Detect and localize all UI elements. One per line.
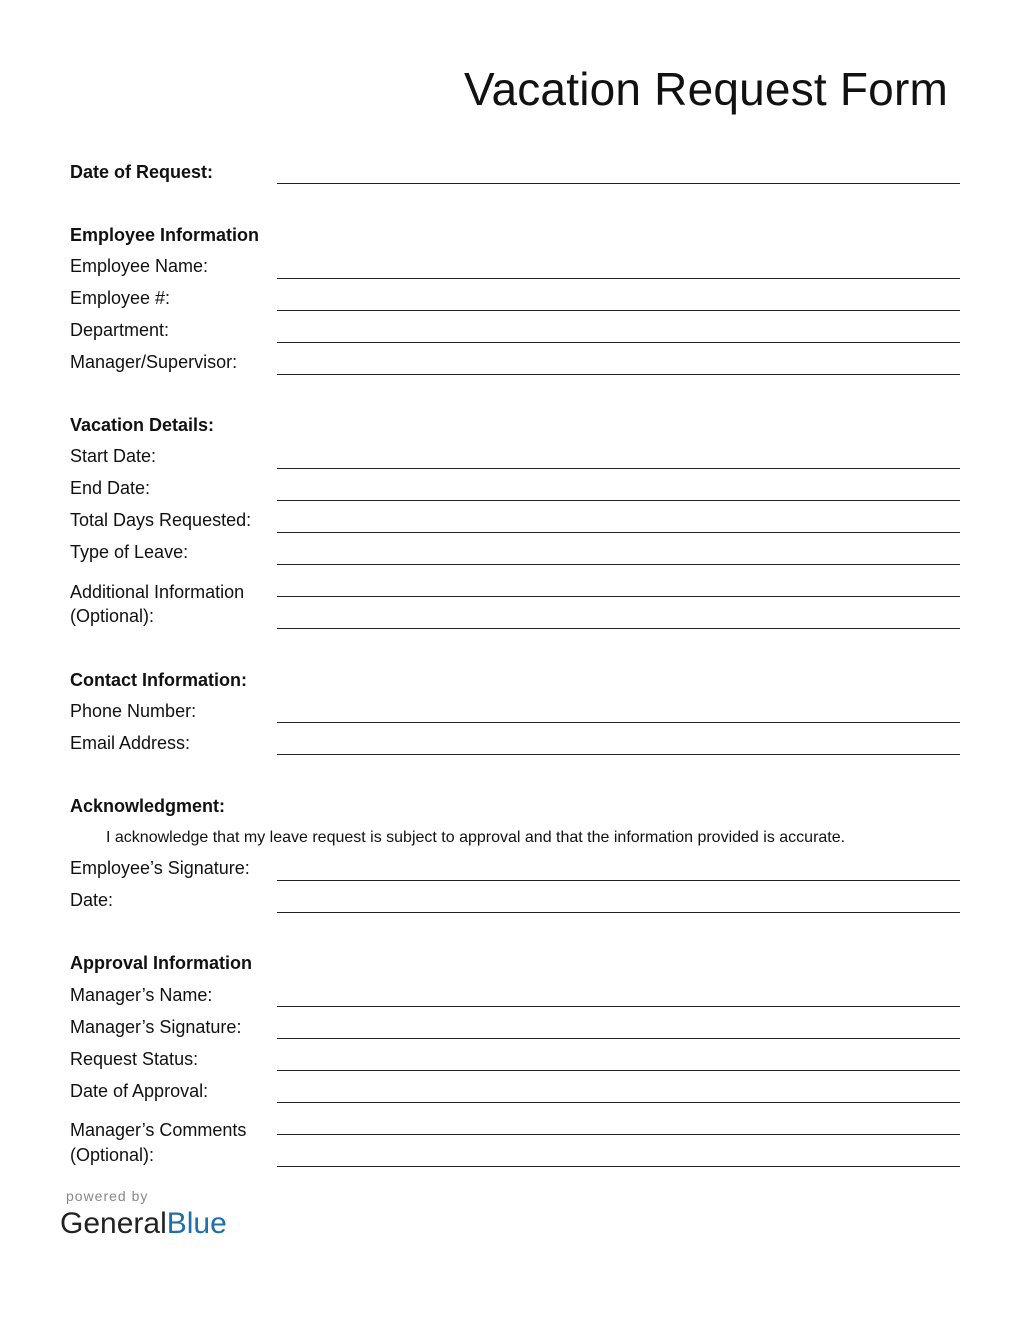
manager-signature-field[interactable]: [277, 1038, 960, 1039]
date-of-request-label: Date of Request:: [70, 162, 214, 182]
powered-by-text: powered by: [66, 1188, 149, 1204]
acknowledgment-text: I acknowledge that my leave request is subject to approval and that the information provided is accurate.: [106, 829, 846, 846]
start-date-label: Start Date:: [70, 446, 157, 466]
request-status-label: Request Status:: [70, 1049, 199, 1069]
manager-comments-label-line1: Manager’s Comments: [70, 1120, 247, 1140]
type-of-leave-label: Type of Leave:: [70, 542, 189, 562]
additional-info-field-1[interactable]: [277, 596, 960, 597]
approval-section-heading: Approval Information: [70, 953, 253, 973]
ack-date-label: Date:: [70, 890, 114, 910]
start-date-field[interactable]: [277, 468, 960, 469]
generalblue-logo: [60, 1206, 227, 1242]
date-of-approval-field[interactable]: [277, 1102, 960, 1103]
email-address-field[interactable]: [277, 754, 960, 755]
manager-name-label: Manager’s Name:: [70, 985, 213, 1005]
date-of-request-field[interactable]: [277, 183, 960, 184]
manager-comments-label-line2: (Optional):: [70, 1145, 155, 1165]
additional-info-label-line1: Additional Information: [70, 582, 245, 602]
end-date-label: End Date:: [70, 478, 151, 498]
end-date-field[interactable]: [277, 500, 960, 501]
brand-name-part1: General: [60, 1207, 167, 1240]
manager-name-field[interactable]: [277, 1006, 960, 1007]
total-days-field[interactable]: [277, 532, 960, 533]
total-days-label: Total Days Requested:: [70, 510, 252, 530]
additional-info-field-2[interactable]: [277, 628, 960, 629]
phone-number-field[interactable]: [277, 722, 960, 723]
manager-comments-field-1[interactable]: [277, 1134, 960, 1135]
employee-name-label: Employee Name:: [70, 256, 209, 276]
employee-signature-label: Employee’s Signature:: [70, 858, 250, 878]
type-of-leave-field[interactable]: [277, 564, 960, 565]
manager-supervisor-field[interactable]: [277, 374, 960, 375]
employee-number-field[interactable]: [277, 310, 960, 311]
acknowledgment-heading: Acknowledgment:: [70, 796, 226, 816]
manager-supervisor-label: Manager/Supervisor:: [70, 352, 238, 372]
additional-info-label-line2: (Optional):: [70, 606, 155, 626]
manager-comments-field-2[interactable]: [277, 1166, 960, 1167]
employee-section-heading: Employee Information: [70, 225, 260, 245]
manager-signature-label: Manager’s Signature:: [70, 1017, 242, 1037]
form-title: Vacation Request Form: [463, 63, 948, 115]
department-field[interactable]: [277, 342, 960, 343]
request-status-field[interactable]: [277, 1070, 960, 1071]
date-of-approval-label: Date of Approval:: [70, 1081, 209, 1101]
vacation-section-heading: Vacation Details:: [70, 415, 215, 435]
ack-date-field[interactable]: [277, 912, 960, 913]
brand-name-part2: Blue: [166, 1207, 227, 1240]
employee-name-field[interactable]: [277, 278, 960, 279]
department-label: Department:: [70, 320, 170, 340]
employee-signature-field[interactable]: [277, 880, 960, 881]
contact-section-heading: Contact Information:: [70, 670, 247, 690]
employee-number-label: Employee #:: [70, 288, 171, 308]
email-address-label: Email Address:: [70, 733, 191, 753]
phone-number-label: Phone Number:: [70, 701, 197, 721]
